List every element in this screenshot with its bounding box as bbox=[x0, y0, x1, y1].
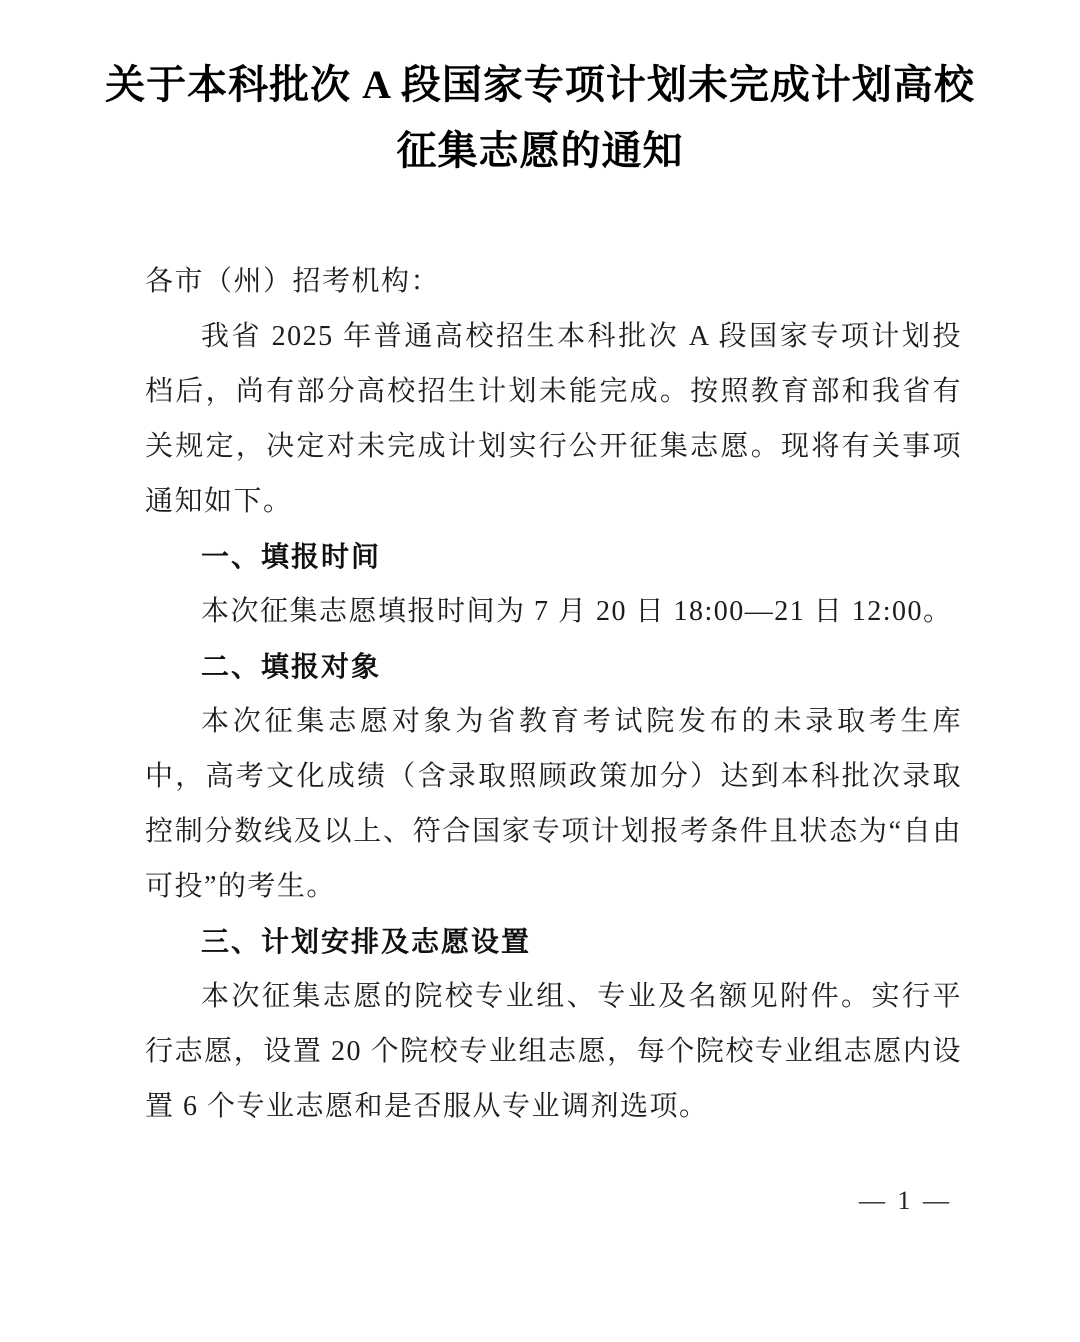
notice-title-line-2: 征集志愿的通知 bbox=[396, 128, 684, 173]
notice-body bbox=[0, 254, 1080, 1134]
section-3-heading: 三、计划安排及志愿设置 bbox=[201, 926, 532, 957]
section-2-heading: 二、填报对象 bbox=[201, 651, 382, 682]
intro-paragraph: 我省 2025 年普通高校招生本科批次 A 段国家专项计划投档后，尚有部分高校招生计划未能完成。按照教育部和我省有关规定，决定对未完成计划实行公开征集志愿。现将有关事项通知如下。 bbox=[145, 321, 962, 517]
page-number: — 1 — bbox=[859, 1186, 952, 1215]
notice-title bbox=[0, 0, 1080, 184]
section-1-heading: 一、填报时间 bbox=[201, 541, 382, 572]
section-2-paragraph-1: 本次征集志愿对象为省教育考试院发布的未录取考生库中，高考文化成绩（含录取照顾政策加分）达到本科批次录取控制分数线及以上、符合国家专项计划报考条件且状态为“自由可投”的考生。 bbox=[145, 706, 962, 902]
salutation-line: 各市（州）招考机构： bbox=[145, 266, 441, 297]
section-3-paragraph-1: 本次征集志愿的院校专业组、专业及名额见附件。实行平行志愿，设置 20 个院校专业组志愿，每个院校专业组志愿内设置 6 个专业志愿和是否服从专业调剂选项。 bbox=[145, 981, 962, 1122]
section-1-paragraph-1: 本次征集志愿填报时间为 7 月 20 日 18:00—21 日 12:00。 bbox=[201, 596, 953, 627]
notice-title-line-1: 关于本科批次 A 段国家专项计划未完成计划高校 bbox=[105, 62, 975, 107]
